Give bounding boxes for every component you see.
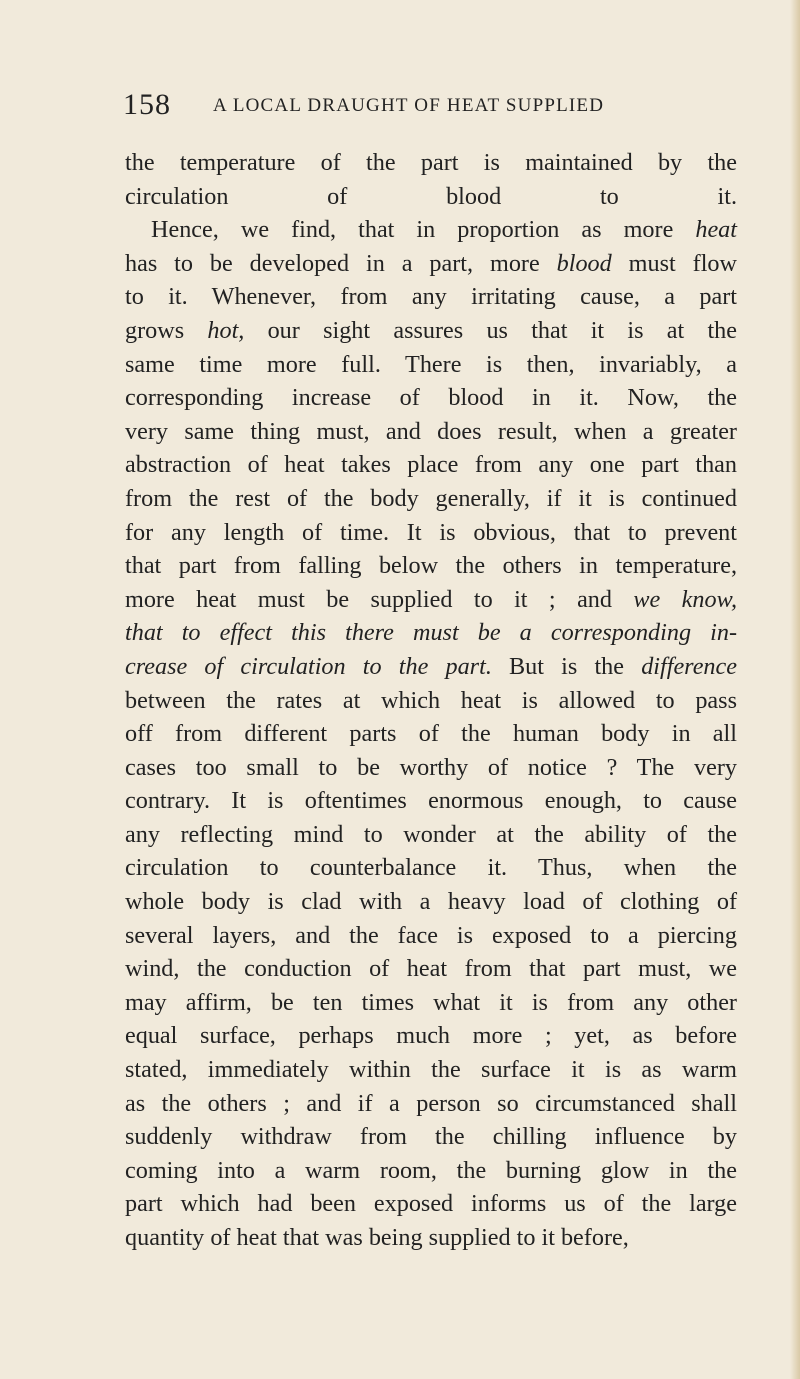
text-line: circulation to counterbalance it. Thus, when the: [125, 854, 737, 882]
text-line: grows hot, our sight assures us that it is at the: [125, 316, 738, 344]
text-line: very same thing must, and does result, when a greater: [125, 417, 737, 445]
text-line: has to be developed in a part, more blood must flow: [125, 249, 737, 277]
text-line: suddenly withdraw from the chilling influence by: [125, 1123, 737, 1151]
text-line: any reflecting mind to wonder at the ability of the: [125, 820, 737, 848]
text-line: coming into a warm room, the burning glow in the: [125, 1156, 737, 1184]
text-line: crease of circulation to the part. But is the difference: [125, 652, 737, 680]
text-line: off from different parts of the human body in all: [125, 720, 737, 748]
text-line: quantity of heat that was being supplied to it before,: [125, 1224, 629, 1251]
text-line: as the others ; and if a person so circumstanced shall: [125, 1089, 737, 1117]
text-line: between the rates at which heat is allowed to pass: [125, 686, 737, 714]
text-line: whole body is clad with a heavy load of clothing of: [125, 888, 737, 916]
text-line: for any length of time. It is obvious, that to prevent: [125, 518, 737, 546]
text-line: more heat must be supplied to it ; and we know,: [125, 585, 737, 613]
text-line: wind, the conduction of heat from that part must, we: [125, 955, 737, 983]
text-line: to it. Whenever, from any irritating cause, a part: [125, 283, 737, 311]
text-line: corresponding increase of blood in it. Now, the: [125, 384, 737, 412]
text-line: same time more full. There is then, invariably, a: [125, 350, 737, 378]
body-text: [125, 146, 737, 1255]
text-line: cases too small to be worthy of notice ? The very: [125, 753, 737, 781]
text-line: the temperature of the part is maintained by the: [125, 149, 737, 176]
running-header: [123, 88, 783, 128]
text-line: equal surface, perhaps much more ; yet, as before: [125, 1022, 737, 1050]
text-line: that to effect this there must be a corresponding in-: [125, 619, 737, 647]
text-line: from the rest of the body generally, if it is continued: [125, 484, 737, 512]
text-line: circulation of blood to it.: [125, 182, 737, 210]
text-line: stated, immediately within the surface it is as warm: [125, 1056, 737, 1084]
text-line: that part from falling below the others in temperature,: [125, 552, 737, 580]
text-line: contrary. It is oftentimes enormous enough, to cause: [125, 787, 737, 815]
text-line: may affirm, be ten times what it is from any other: [125, 988, 737, 1016]
text-line: part which had been exposed informs us of the large: [125, 1190, 737, 1218]
text-line: several layers, and the face is exposed to a piercing: [125, 921, 737, 949]
paragraph-start-line: Hence, we find, that in proportion as more heat: [151, 216, 737, 244]
running-title: A LOCAL DRAUGHT OF HEAT SUPPLIED: [213, 95, 605, 116]
text-line: abstraction of heat takes place from any one part than: [125, 451, 737, 479]
page-edge-shadow: [790, 0, 800, 1379]
page-number: 158: [123, 88, 171, 121]
